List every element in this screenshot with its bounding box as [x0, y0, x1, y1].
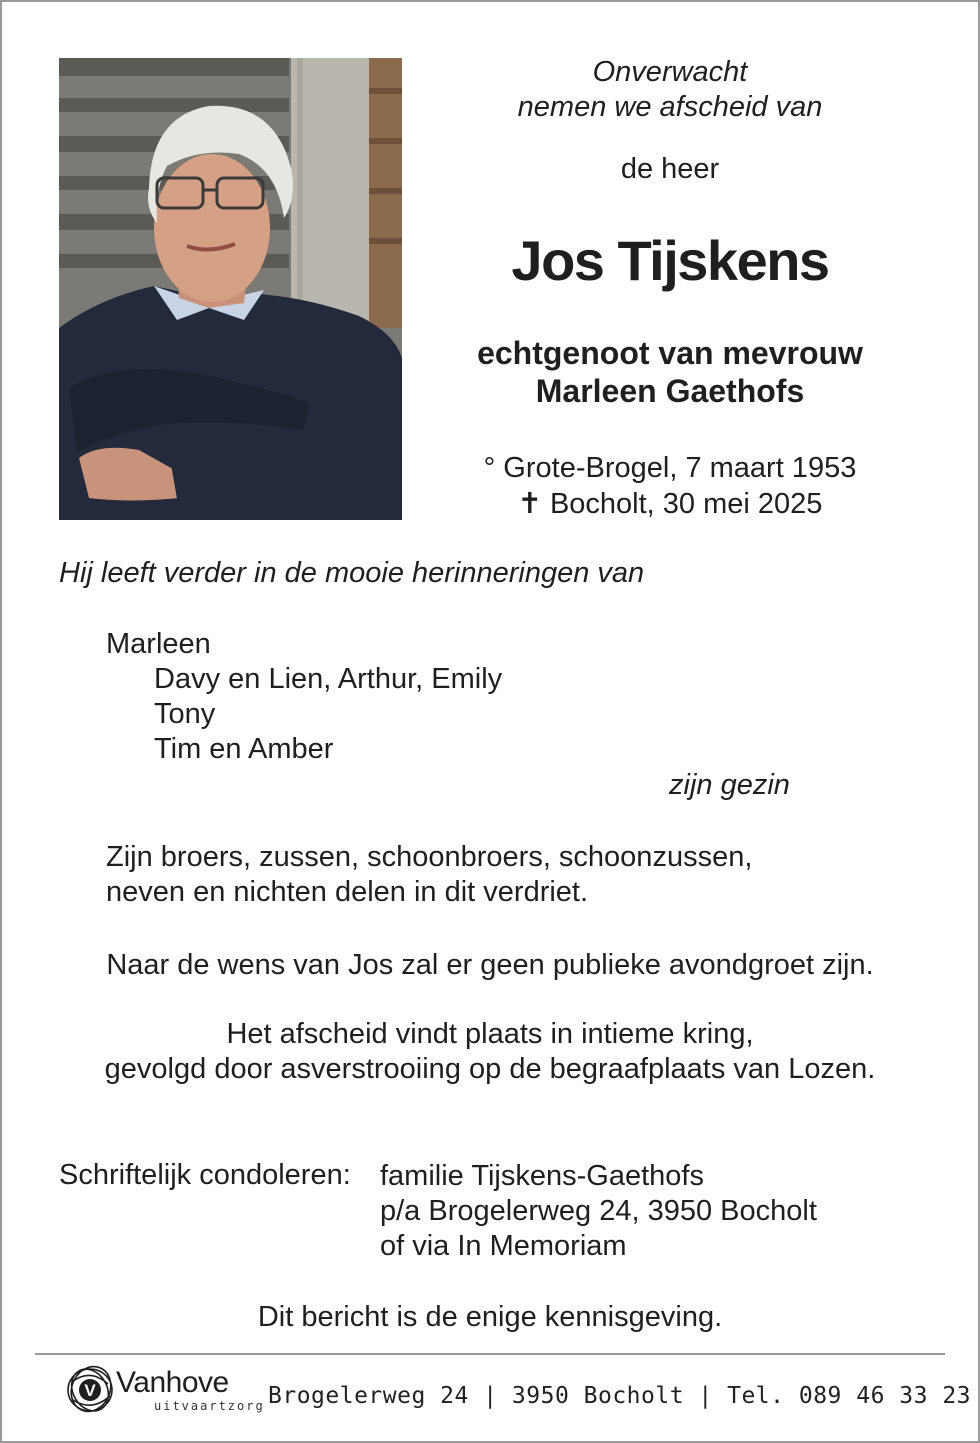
intro-line-1: Onverwacht: [592, 56, 748, 88]
condolences-line-1: familie Tijskens-Gaethofs: [380, 1160, 704, 1192]
footer-divider: [35, 1353, 945, 1355]
family-label: zijn gezin: [669, 769, 790, 801]
farewell-text: [40, 1017, 940, 1087]
funeral-home-name: Vanhove: [116, 1366, 229, 1399]
spouse-line-2: Marleen Gaethofs: [535, 373, 805, 409]
condolences-label: Schriftelijk condoleren:: [59, 1159, 351, 1191]
condolences-line-3: of via In Memoriam: [380, 1230, 627, 1262]
siblings-line-1: Zijn broers, zussen, schoonbroers, schoonzussen,: [106, 841, 753, 873]
portrait-photo: [59, 58, 402, 520]
spouse-block: [440, 334, 900, 410]
family-child: Davy en Lien, Arthur, Emily: [154, 663, 503, 695]
wish-text: Naar de wens van Jos zal er geen publieke avondgroet zijn.: [106, 949, 874, 981]
condolences-line-2: p/a Brogelerweg 24, 3950 Bocholt: [380, 1195, 817, 1227]
farewell-line-1: Het afscheid vindt plaats in intieme kring,: [226, 1018, 754, 1050]
family-spouse: Marleen: [106, 628, 211, 660]
life-dates: [450, 450, 890, 522]
funeral-home-logo: [64, 1362, 265, 1422]
siblings-line-2: neven en nichten delen in dit verdriet.: [106, 876, 589, 908]
scribble-circle-icon: [64, 1362, 118, 1416]
spouse-line-1: echtgenoot van mevrouw: [477, 335, 863, 371]
farewell-line-2: gevolgd door asverstrooiing op de begraafplaats van Lozen.: [104, 1053, 876, 1085]
funeral-home-subtitle: uitvaartzorg: [154, 1399, 265, 1413]
honorific: de heer: [620, 153, 720, 185]
intro-line-2: nemen we afscheid van: [517, 91, 823, 123]
intro-text: [480, 55, 860, 125]
deceased-name: Jos Tijskens: [511, 229, 829, 292]
notice-text: Dit bericht is de enige kennisgeving.: [257, 1301, 723, 1333]
funeral-home-contact: Brogelerweg 24 | 3950 Bocholt | Tel. 089 46 33 23: [268, 1383, 972, 1409]
memories-intro: Hij leeft verder in de mooie herinneringen van: [59, 557, 645, 589]
birth-date: ° Grote-Brogel, 7 maart 1953: [483, 452, 857, 484]
siblings-text: [106, 840, 752, 910]
family-child: Tim en Amber: [154, 733, 334, 765]
condolences-address: [380, 1159, 817, 1264]
death-date: ✝ Bocholt, 30 mei 2025: [517, 488, 823, 520]
family-child: Tony: [154, 698, 216, 730]
svg-text:V: V: [84, 1381, 96, 1400]
